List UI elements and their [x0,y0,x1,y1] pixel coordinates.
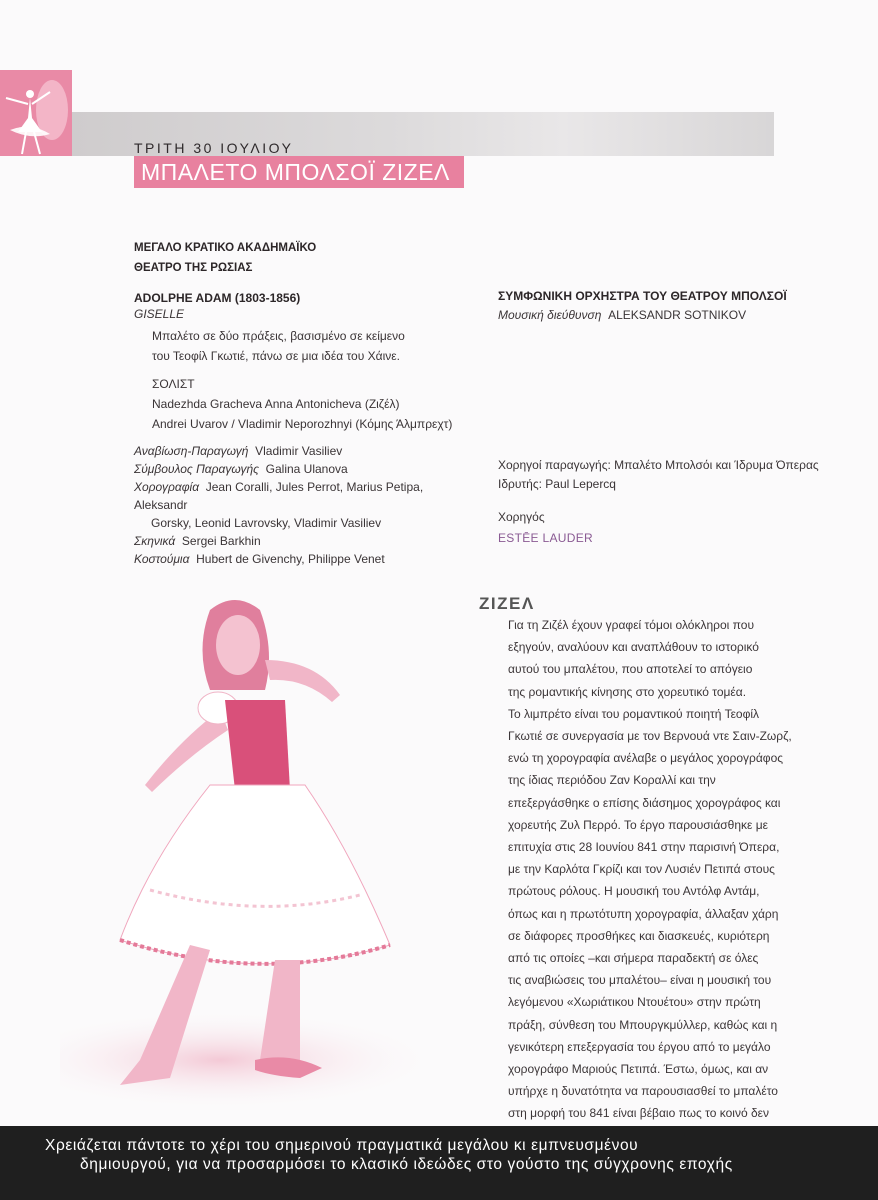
work-description [152,326,452,366]
soloists-block [152,374,472,434]
credit-role: Αναβίωση-Παραγωγή [134,444,249,458]
article-line: όπως και η πρωτότυπη χορογραφία, άλλαξαν χάρη [508,906,779,921]
music-direction [498,308,746,322]
dancer-photo [60,590,440,1110]
article-title: ΖΙΖΕΛ [479,594,535,613]
article-body [508,614,808,1125]
article-line: χορογράφο Μαριούς Πετιπά. Έστω, όμως, και αν [508,1062,769,1077]
description-line1: Μπαλέτο σε δύο πράξεις, βασισμένο σε κείμενο [152,329,405,343]
article-line: εξηγούν, αναλύουν και αναπλάθουν το ιστορικό [508,640,759,655]
credit-row [134,550,464,568]
article-line: τις αναβιώσεις του μπαλέτου– είναι η μουσική του [508,973,772,988]
soloists-label: ΣΟΛΙΣΤ [152,377,195,391]
ballet-thumbnail-image [0,70,72,156]
music-direction-label: Μουσική διεύθυνση [498,308,602,322]
theatre-name [134,238,316,278]
credit-role: Σύμβουλος Παραγωγής [134,462,259,476]
soloists-line2: Andrei Uvarov / Vladimir Neporozhnyi (Κόμης Άλμπρεχτ) [152,417,453,431]
article-line: ενώ τη χορογραφία ανέλαβε ο μεγάλος χορογράφος [508,751,784,766]
music-director-name: ALEKSANDR SOTNIKOV [608,308,747,322]
sponsor-label: Χορηγός [498,510,545,524]
sponsors-line1: Χορηγοί παραγωγής: Μπαλέτο Μπολσόι και Ίδρυμα Όπερας [498,458,819,472]
composer-name: ADOLPHE ADAM (1803-1856) [134,291,301,305]
article-line: της ρομαντικής κίνησης στο χορευτικό τομέα. [508,684,747,699]
article-line: υπήρχε η δυνατότητα να παρουσιασθεί το μπαλέτο [508,1084,778,1099]
credit-name: Hubert de Givenchy, Philippe Venet [196,552,385,566]
footer-quote-line1: Χρειάζεται πάντοτε το χέρι του σημερινού πραγματικά μεγάλου κι εμπνευσμένου [45,1137,639,1154]
sponsor-logo: ESTĒE LAUDER [498,531,593,545]
article-line: της ίδιας περιόδου Ζαν Κοραλλί και την [508,773,716,788]
credit-name: Sergei Barkhin [181,534,261,548]
credit-role: Σκηνικά [134,534,176,548]
article-line: Γκωτιέ σε συνεργασία με τον Βερνουά ντε Σαιν-Ζωρζ, [508,729,792,744]
credit-row [134,460,464,478]
credits-list [134,442,464,568]
credit-role: Χορογραφία [134,480,200,494]
credit-row [134,514,464,532]
article-line: πρώτους ρόλους. Η μουσική του Αντόλφ Αντάμ, [508,884,760,899]
credit-row [134,532,464,550]
theatre-name-line2: ΘΕΑΤΡΟ ΤΗΣ ΡΩΣΙΑΣ [134,262,253,274]
article-line: Το λιμπρέτο είναι του ρομαντικού ποιητή Τεοφίλ [508,706,760,721]
article-line: στη μορφή του 841 είναι βέβαιο πως το κοινό δεν [508,1106,769,1121]
soloists-line1: Nadezhda Gracheva Anna Antonicheva (Ζιζέλ) [152,397,400,411]
orchestra-name: ΣΥΜΦΩΝΙΚΗ ΟΡΧΗΣΤΡΑ ΤΟΥ ΘΕΑΤΡΟΥ ΜΠΟΛΣΟΪ [498,289,787,303]
article-line: επεξεργάσθηκε ο επίσης διάσημος χορογράφος και [508,795,781,810]
article-line: χορευτής Ζυλ Περρό. Το έργο παρουσιάσθηκε με [508,817,768,832]
page-title: ΜΠΑΛΕΤΟ ΜΠΟΛΣΟΪ ΖΙΖΕΛ [134,156,464,188]
article-line: λεγόμενου «Χωριάτικου Ντουέτου» στην πρώτη [508,995,761,1010]
sponsors-line2: Ιδρυτής: Paul Lepercq [498,477,616,491]
article-line: επιτυχία στις 28 Ιουνίου 841 στην παρισινή Όπερα, [508,840,780,855]
article-line: σε διάφορες προσθήκες και διασκευές, κυριότερη [508,928,770,943]
credit-row [134,478,464,514]
article-line: από τις οποίες –και σήμερα παραδεκτή σε όλες [508,951,759,966]
article-line: γενικότερη επεξεργασία του έργου από το μεγάλο [508,1039,771,1054]
article-line: πράξη, σύνθεση του Μπουργκμύλλερ, καθώς και η [508,1017,778,1032]
credit-row [134,442,464,460]
sponsors-block [498,456,819,494]
theatre-name-line1: ΜΕΓΑΛΟ ΚΡΑΤΙΚΟ ΑΚΑΔΗΜΑΪΚΟ [134,242,317,254]
footer-quote-line2: δημιουργού, για να προσαρμόσει το κλασικό ιδεώδες στο γούστο της σύγχρονης εποχής [80,1156,733,1173]
description-line2: του Τεοφίλ Γκωτιέ, πάνω σε μια ιδέα του Χάινε. [152,349,400,363]
credit-name: Galina Ulanova [265,462,348,476]
article-line: Για τη Ζιζέλ έχουν γραφεί τόμοι ολόκληροι που [508,618,754,632]
credit-name: Gorsky, Leonid Lavrovsky, Vladimir Vasiliev [151,516,382,530]
credit-name: Vladimir Vasiliev [255,444,343,458]
work-title: GISELLE [134,307,185,321]
article-line: με την Καρλότα Γκρίζι και τον Λυσιέν Πετιπά στους [508,862,775,877]
event-date: ΤΡΙΤΗ 30 ΙΟΥΛΙΟΥ [134,140,294,156]
credit-role: Κοστούμια [134,552,190,566]
article-line: αυτού του μπαλέτου, που αποτελεί το απόγειο [508,662,753,677]
credit-name: Jean Coralli, Jules Perrot, Marius Petipa, Aleksandr [134,480,424,512]
